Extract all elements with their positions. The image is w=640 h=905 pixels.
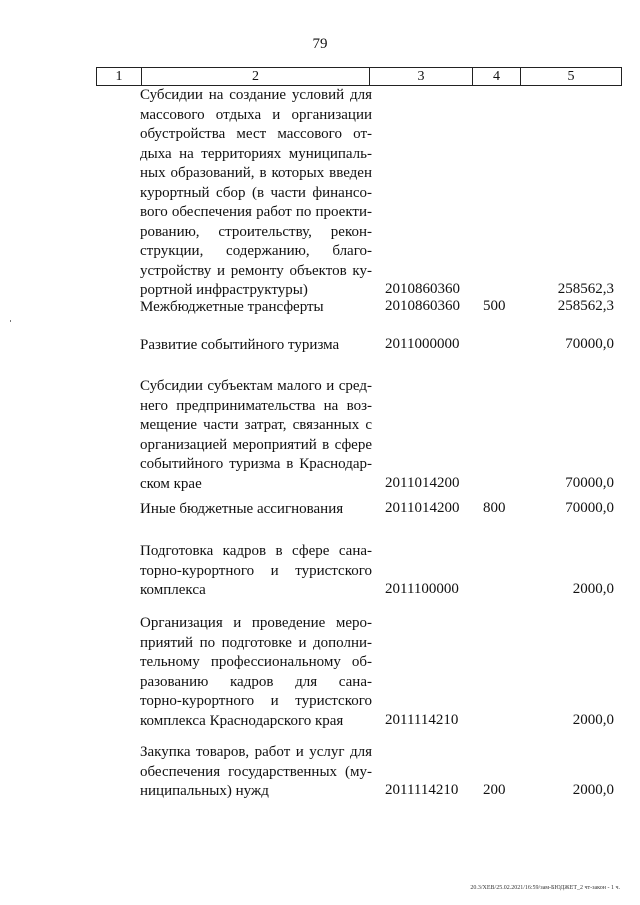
column-header-4: 4 xyxy=(473,68,521,85)
page-number: 79 xyxy=(312,36,328,52)
column-header-5: 5 xyxy=(567,68,575,84)
column-header-3: 3 xyxy=(370,68,473,85)
row-expense-type: 500 xyxy=(483,298,506,314)
description-line: комплекса Краснодарского края xyxy=(140,712,344,729)
row-description xyxy=(140,500,372,520)
footer-stamp: 20.3/ХЕВ/25.02.2021/16:59/зам-БЮДЖЕТ_2 чт-закон - 1 ч. xyxy=(470,885,620,891)
row-code: 2011114210 xyxy=(385,711,459,728)
description-line: вого обеспечения работ по проекти- xyxy=(140,204,372,220)
description-line: Организация и проведение меро- xyxy=(140,615,372,631)
row-amount: 258562,3 xyxy=(557,281,614,297)
description-line: него предпринимательства на воз- xyxy=(140,397,372,414)
description-line: ных образований, в которых введен xyxy=(140,165,372,181)
description-line: организацией мероприятий в сфере xyxy=(140,436,372,453)
row-description xyxy=(140,542,372,601)
description-line: комплекса xyxy=(140,582,206,598)
row-code: 2011114210 xyxy=(385,782,459,798)
description-line: Закупка товаров, работ и услуг для xyxy=(140,744,372,760)
column-header-2: 2 xyxy=(142,68,370,85)
row-amount: 70000,0 xyxy=(565,336,614,352)
row-expense-type: 200 xyxy=(483,782,506,798)
row-description xyxy=(140,743,372,802)
description-line: Межбюджетные трансферты xyxy=(140,299,324,315)
description-line: разованию кадров для сана- xyxy=(140,673,372,690)
description-line: тельному профессиональному об- xyxy=(140,654,372,670)
row-code: 2011014200 xyxy=(385,500,460,516)
description-line: торно-курортного и туристского xyxy=(140,693,372,709)
description-line: ниципальных) нужд xyxy=(140,783,269,799)
description-line: курортный сбор (в части финансо- xyxy=(140,184,372,201)
row-code: 2010860360 xyxy=(385,298,460,314)
description-line: обеспечения государственных (му- xyxy=(140,763,372,780)
description-line: устройству и ремонту объектов ку- xyxy=(140,262,372,279)
description-line: обустройства мест массового от- xyxy=(140,126,372,142)
description-line: Субсидии на создание условий для xyxy=(140,87,372,103)
description-line: Развитие событийного туризма xyxy=(140,337,340,353)
description-line: ском крае xyxy=(140,475,202,492)
row-description xyxy=(140,336,372,356)
row-code: 2011000000 xyxy=(385,336,460,352)
description-line: приятий по подготовке и дополни- xyxy=(140,634,372,651)
table-header xyxy=(96,67,622,86)
margin-mark xyxy=(10,320,11,322)
row-description xyxy=(140,86,372,301)
description-line: массового отдыха и организации xyxy=(140,106,372,123)
row-amount: 2000,0 xyxy=(572,581,614,597)
description-line: Иные бюджетные ассигнования xyxy=(140,501,344,517)
description-line: рованию, строительству, рекон- xyxy=(140,223,372,240)
description-line: событийного туризма в Краснодар- xyxy=(140,456,372,472)
row-description xyxy=(140,377,372,494)
description-line: дыха на территориях муниципаль- xyxy=(140,145,372,162)
description-line: Подготовка кадров в сфере сана- xyxy=(140,543,372,559)
description-line: рортной инфраструктуры) xyxy=(140,282,308,298)
row-amount: 2000,0 xyxy=(572,711,614,728)
row-description xyxy=(140,298,372,318)
row-expense-type: 800 xyxy=(483,500,506,516)
column-header-1: 1 xyxy=(97,68,142,85)
row-description xyxy=(140,614,372,731)
description-line: Субсидии субъектам малого и сред- xyxy=(140,378,372,394)
row-amount: 258562,3 xyxy=(557,298,614,314)
row-amount: 70000,0 xyxy=(565,474,614,491)
row-code: 2010860360 xyxy=(385,281,460,297)
row-amount: 2000,0 xyxy=(572,782,614,798)
description-line: струкции, содержанию, благо- xyxy=(140,243,372,259)
row-amount: 70000,0 xyxy=(565,500,614,516)
description-line: мещение части затрат, связанных с xyxy=(140,417,372,433)
row-code: 2011100000 xyxy=(385,581,459,597)
description-line: торно-курортного и туристского xyxy=(140,562,372,579)
row-code: 2011014200 xyxy=(385,474,460,491)
